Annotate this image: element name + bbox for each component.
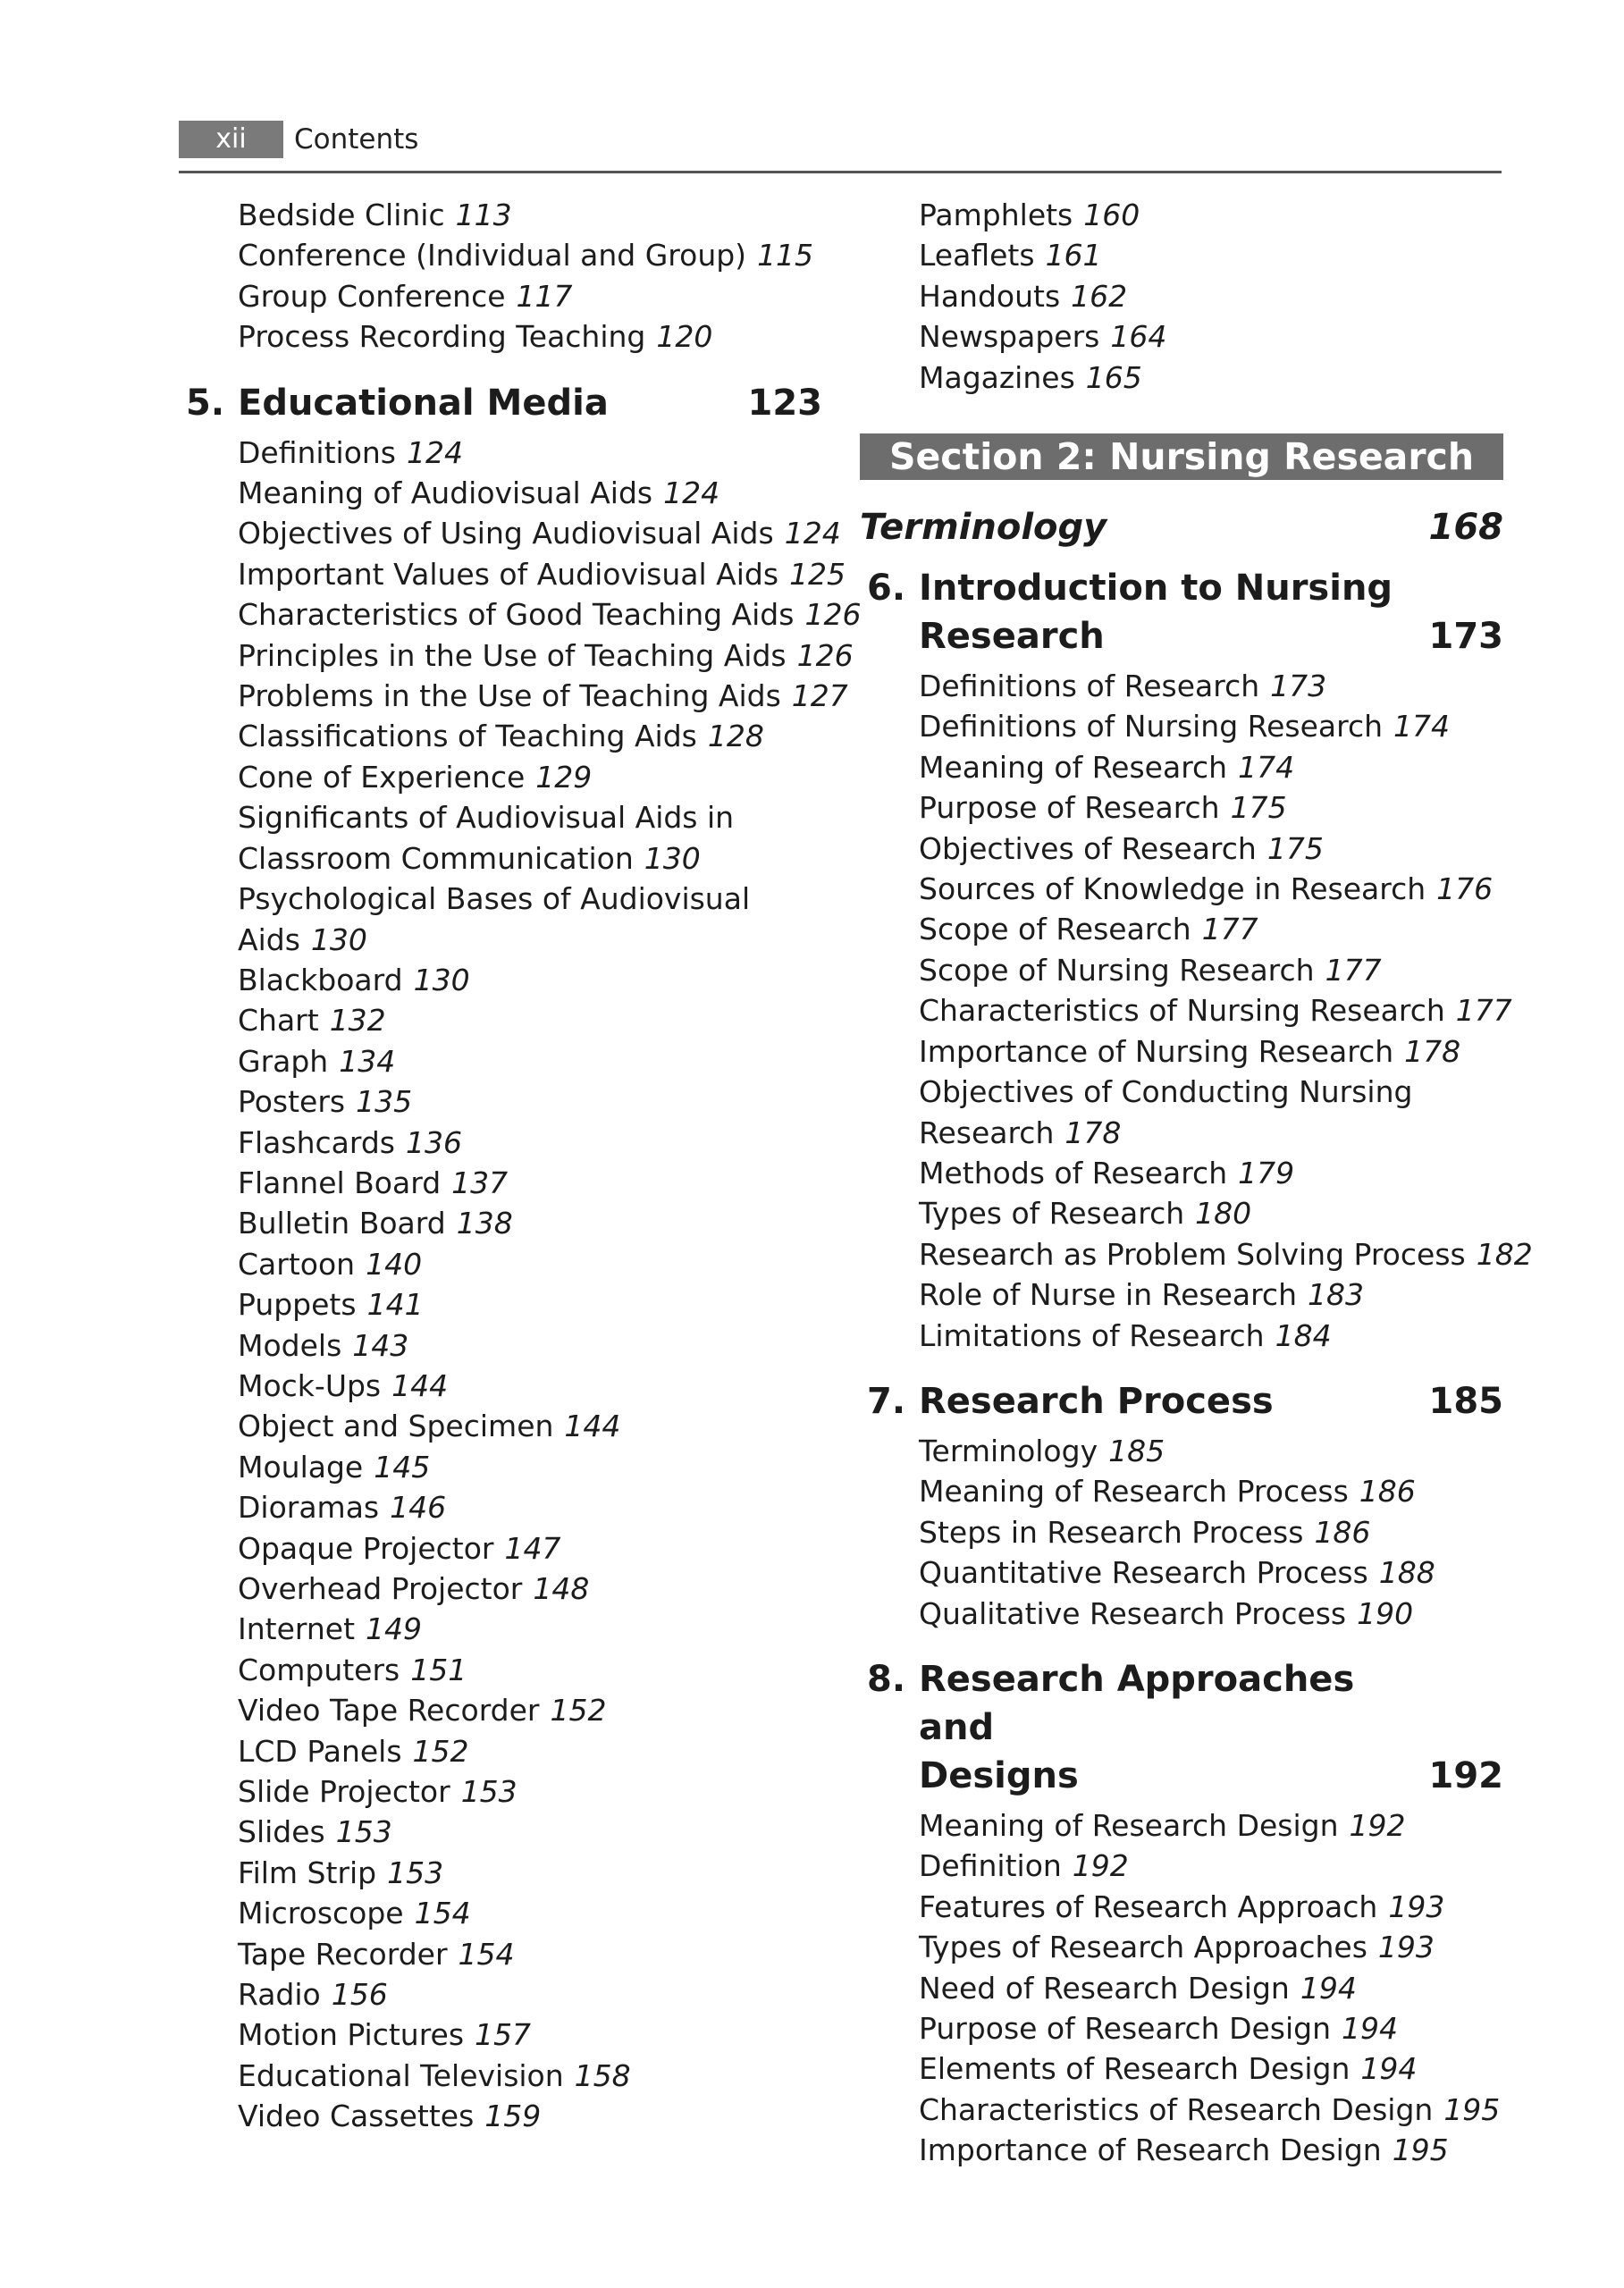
toc-entry (179, 635, 854, 676)
toc-entry (179, 316, 822, 357)
entry-title: Quantitative Research Process (919, 1555, 1368, 1591)
entry-page: 143 (352, 1327, 409, 1363)
entry-title: Chart (238, 1003, 319, 1039)
entry-title: Purpose of Research (919, 790, 1220, 826)
entry-page: 164 (1110, 319, 1167, 355)
toc-entry (179, 1366, 822, 1406)
entry-page: 173 (1270, 669, 1327, 704)
entry-title: Handouts (919, 278, 1061, 314)
chapter-heading (860, 564, 1503, 660)
toc-entry (860, 1316, 1503, 1356)
entry-page: 141 (366, 1287, 424, 1323)
toc-entry (860, 1471, 1503, 1511)
entry-title: Dioramas (238, 1490, 380, 1526)
entry-title: Flannel Board (238, 1165, 442, 1200)
entry-title: Importance of Research Design (919, 2132, 1382, 2168)
toc-entry (179, 2096, 822, 2136)
chapter-page: 173 (1428, 616, 1503, 658)
entry-page: 195 (1443, 2091, 1501, 2127)
entry-page: 182 (1476, 1236, 1533, 1272)
entry-title: Blackboard (238, 962, 403, 997)
entry-page: 146 (390, 1490, 447, 1526)
entry-title: Video Tape Recorder (238, 1693, 540, 1729)
toc-entry (179, 1447, 822, 1487)
entry-page: 129 (535, 759, 593, 795)
toc-entry (860, 2048, 1503, 2089)
entry-title: Definitions of Research (919, 669, 1260, 704)
entry-title: Important Values of Audiovisual Aids (238, 556, 779, 592)
entry-title: Leaflets (919, 238, 1035, 273)
entry-title: Types of Research Approaches (919, 1930, 1367, 1965)
entry-title: Purpose of Research Design (919, 2011, 1332, 2046)
toc-entry (179, 1731, 822, 1771)
entry-page: 161 (1045, 238, 1102, 273)
entry-page: 179 (1238, 1155, 1295, 1190)
toc-entry (179, 276, 822, 316)
toc-entry (179, 797, 822, 879)
entry-title: Motion Pictures (238, 2017, 465, 2053)
entry-title: Graph (238, 1043, 329, 1079)
toc-entry (860, 1072, 1503, 1153)
entry-page: 178 (1404, 1033, 1461, 1069)
entry-page: 184 (1275, 1317, 1332, 1353)
toc-entry (179, 1406, 822, 1446)
entry-page: 195 (1392, 2132, 1449, 2168)
toc-entry (860, 1193, 1503, 1233)
toc-entry (179, 2056, 822, 2096)
entry-title: Computers (238, 1652, 400, 1687)
toc-entry (179, 879, 822, 960)
entry-title: Cartoon (238, 1246, 356, 1282)
entry-title: Object and Specimen (238, 1409, 554, 1444)
toc-entry (179, 1325, 822, 1366)
entry-page: 188 (1378, 1555, 1435, 1591)
entry-title: Bulletin Board (238, 1206, 446, 1241)
chapter-title-line: Designs (919, 1754, 1079, 1796)
toc-entry (179, 1000, 822, 1040)
toc-entry (179, 1203, 822, 1243)
toc-entry (860, 1031, 1503, 1072)
toc-entry (860, 1552, 1503, 1593)
toc-entry (179, 1934, 822, 1974)
entry-title: Elements of Research Design (919, 2051, 1351, 2087)
entry-title: Posters (238, 1084, 346, 1120)
entry-page: 154 (458, 1936, 515, 1972)
entry-page: 194 (1300, 1970, 1357, 2006)
toc-entry (860, 2090, 1503, 2130)
entry-page: 126 (804, 597, 862, 633)
toc-entry (860, 1927, 1503, 1967)
entry-page: 120 (656, 319, 713, 355)
entry-title: Tape Recorder (238, 1936, 448, 1972)
toc-entry (860, 1968, 1503, 2008)
entry-title: Opaque Projector (238, 1530, 494, 1566)
entry-title: Meaning of Research (919, 749, 1228, 785)
entry-title: Principles in the Use of Teaching Aids (238, 637, 787, 673)
entry-page: 193 (1388, 1888, 1445, 1924)
entry-page: 175 (1266, 830, 1324, 866)
entry-title: Slides (238, 1814, 325, 1850)
entry-title: Radio (238, 1977, 321, 2013)
entry-page: 124 (407, 434, 463, 470)
entry-page: 158 (574, 2057, 631, 2093)
entry-title: Bedside Clinic (238, 198, 445, 232)
entry-title: Definitions (238, 434, 396, 470)
chapter-page: 123 (747, 382, 822, 424)
entry-page: 148 (533, 1571, 590, 1606)
entry-title: Characteristics of Research Design (919, 2091, 1434, 2127)
toc-entry (179, 1812, 822, 1852)
entry-page: 127 (791, 678, 848, 714)
toc-entry (179, 1771, 822, 1812)
toc-entry (860, 358, 1503, 398)
chapter-number: 7. (867, 1380, 906, 1422)
entry-title-continued: Research (919, 1115, 1055, 1150)
toc-entry (179, 1528, 822, 1569)
entry-page: 124 (784, 516, 841, 551)
toc-entry (860, 1234, 1533, 1274)
entry-page: 160 (1083, 198, 1140, 232)
entry-title: Magazines (919, 359, 1075, 395)
entry-title: Psychological Bases of Audiovisual (238, 881, 751, 917)
terminology-title: Terminology (860, 507, 1107, 549)
toc-entry (860, 1846, 1503, 1886)
toc-entry (860, 1512, 1503, 1552)
toc-entry (860, 2130, 1503, 2170)
entry-title: Classifications of Teaching Aids (238, 719, 697, 754)
chapter-title: Research Process (919, 1380, 1274, 1422)
entry-title: Models (238, 1327, 342, 1363)
entry-page: 147 (504, 1530, 561, 1566)
chapter-page: 192 (1428, 1754, 1503, 1796)
chapter-title-line: Research Approaches and (919, 1658, 1355, 1748)
entry-page: 152 (550, 1693, 607, 1729)
page-number: xii (179, 121, 283, 158)
toc-entry (179, 1284, 822, 1325)
entry-title: Characteristics of Nursing Research (919, 993, 1445, 1029)
entry-title-continued: Aids (238, 921, 300, 957)
entry-page: 183 (1308, 1277, 1364, 1313)
toc-entry (179, 433, 822, 473)
entry-page: 186 (1359, 1474, 1416, 1510)
entry-title: Pamphlets (919, 198, 1073, 232)
entry-page: 194 (1342, 2011, 1399, 2046)
entry-page: 178 (1064, 1115, 1122, 1150)
toc-right-column (860, 195, 1533, 2171)
toc-entry (179, 1041, 822, 1081)
entry-title-continued: Classroom Communication (238, 840, 634, 876)
entry-page: 159 (484, 2099, 542, 2134)
entry-page: 132 (329, 1003, 386, 1039)
toc-entry (860, 869, 1503, 909)
entry-title: Objectives of Conducting Nursing (919, 1074, 1413, 1110)
entry-title: Features of Research Approach (919, 1888, 1378, 1924)
entry-page: 186 (1314, 1514, 1371, 1550)
chapter-title (860, 1655, 1503, 1800)
chapter-number: 6. (867, 568, 906, 610)
entry-page: 138 (456, 1206, 513, 1241)
toc-entry (860, 1805, 1503, 1846)
toc-entry (860, 950, 1503, 990)
entry-title: Newspapers (919, 319, 1100, 355)
entry-title: Definitions of Nursing Research (919, 709, 1384, 744)
entry-page: 113 (455, 198, 512, 232)
toc-entry (860, 235, 1503, 275)
entry-page: 192 (1072, 1848, 1129, 1884)
entry-title: Flashcards (238, 1124, 395, 1160)
toc-entry (179, 1123, 822, 1163)
toc-entry (860, 747, 1503, 787)
toc-entry (179, 1690, 822, 1730)
entry-title: Scope of Nursing Research (919, 952, 1315, 988)
toc-left-column (179, 195, 862, 2137)
toc-entry (179, 960, 822, 1000)
toc-entry (179, 1487, 822, 1527)
entry-title: Significants of Audiovisual Aids in (238, 800, 735, 836)
entry-page: 144 (391, 1367, 449, 1403)
chapter-heading (179, 379, 822, 427)
chapter-title-line: Research (919, 616, 1105, 658)
toc-entry (179, 1163, 822, 1203)
entry-title: Overhead Projector (238, 1571, 523, 1606)
entry-page: 174 (1393, 709, 1451, 744)
entry-page: 145 (374, 1449, 431, 1485)
entry-title: Educational Television (238, 2057, 564, 2093)
entry-page: 126 (796, 637, 854, 673)
entry-page: 136 (405, 1124, 462, 1160)
entry-title: Importance of Nursing Research (919, 1033, 1394, 1069)
entry-list (860, 666, 1533, 1356)
toc-entry (860, 1274, 1503, 1315)
toc-entry (860, 2008, 1503, 2048)
entry-page: 174 (1238, 749, 1295, 785)
entry-title: Film Strip (238, 1855, 377, 1890)
entry-page: 117 (516, 278, 573, 314)
entry-page: 192 (1349, 1807, 1406, 1843)
entry-page: 165 (1085, 359, 1142, 395)
toc-entry (860, 195, 1503, 235)
entry-page: 156 (331, 1977, 388, 2013)
toc-entry (860, 666, 1503, 706)
entry-page: 157 (475, 2017, 532, 2053)
entry-page: 130 (310, 921, 367, 957)
entry-page: 144 (564, 1409, 621, 1444)
entry-page: 154 (414, 1896, 471, 1931)
chapter-number: 8. (867, 1658, 906, 1700)
entry-title: Cone of Experience (238, 759, 526, 795)
chapter-heading (860, 1655, 1503, 1800)
entry-page: 175 (1230, 790, 1287, 826)
entry-page: 177 (1325, 952, 1382, 988)
chapter-number: 5. (186, 382, 225, 424)
entry-page: 177 (1455, 993, 1512, 1029)
entry-page: 185 (1108, 1433, 1165, 1468)
toc-entry (179, 1853, 822, 1893)
entry-title: Puppets (238, 1287, 357, 1323)
chapter-heading (860, 1377, 1503, 1426)
entry-list (179, 433, 862, 2137)
entry-title: Meaning of Audiovisual Aids (238, 475, 653, 511)
entry-title: Problems in the Use of Teaching Aids (238, 678, 781, 714)
entry-title: Conference (Individual and Group) (238, 238, 747, 273)
toc-entry (179, 195, 822, 235)
entry-title: Limitations of Research (919, 1317, 1265, 1353)
entry-page: 115 (757, 238, 814, 273)
entry-title: Internet (238, 1611, 356, 1647)
entry-page: 149 (366, 1611, 423, 1647)
entry-title: Scope of Research (919, 912, 1191, 947)
entry-title: Role of Nurse in Research (919, 1277, 1297, 1313)
toc-entry (179, 473, 822, 513)
entry-list (860, 1431, 1503, 1634)
terminology-heading (860, 503, 1503, 551)
entry-title: Process Recording Teaching (238, 319, 646, 355)
toc-entry (179, 1974, 822, 2015)
toc-entry (179, 1893, 822, 1933)
entry-page: 190 (1357, 1595, 1414, 1631)
toc-entry (179, 1244, 822, 1284)
entry-title: Mock-Ups (238, 1367, 382, 1403)
toc-entry (860, 1594, 1503, 1634)
toc-entry (179, 1650, 822, 1690)
toc-entry (860, 1153, 1503, 1193)
entry-page: 193 (1377, 1930, 1435, 1965)
entry-title: Need of Research Design (919, 1970, 1290, 2006)
entry-title: Steps in Research Process (919, 1514, 1304, 1550)
entry-page: 152 (412, 1733, 469, 1769)
terminology-page: 168 (1428, 507, 1503, 549)
toc-entry (179, 1081, 822, 1122)
toc-entry (860, 990, 1512, 1030)
entry-page: 134 (339, 1043, 396, 1079)
entry-title: Objectives of Using Audiovisual Aids (238, 516, 774, 551)
toc-entry (860, 316, 1503, 357)
entry-title: Qualitative Research Process (919, 1595, 1347, 1631)
toc-entry (179, 554, 846, 594)
toc-entry (179, 716, 822, 756)
entry-page: 128 (707, 719, 764, 754)
entry-title: Characteristics of Good Teaching Aids (238, 597, 795, 633)
entry-page: 153 (387, 1855, 444, 1890)
toc-entry (179, 594, 862, 635)
entry-page: 176 (1436, 871, 1494, 907)
page-header (179, 121, 1502, 173)
entry-page: 137 (451, 1165, 509, 1200)
entry-title: Video Cassettes (238, 2099, 475, 2134)
entry-page: 153 (335, 1814, 392, 1850)
entry-page: 124 (663, 475, 720, 511)
entry-page: 180 (1195, 1196, 1252, 1232)
chapter-title (860, 564, 1503, 660)
entry-list (860, 195, 1503, 398)
entry-title: Moulage (238, 1449, 364, 1485)
entry-title: Meaning of Research Process (919, 1474, 1349, 1510)
toc-entry (860, 829, 1503, 869)
entry-list (179, 195, 822, 358)
entry-title: Objectives of Research (919, 830, 1257, 866)
entry-page: 125 (789, 556, 846, 592)
entry-page: 162 (1071, 278, 1128, 314)
toc-entry (179, 757, 822, 797)
entry-page: 177 (1201, 912, 1258, 947)
toc-entry (860, 706, 1503, 746)
toc-entry (860, 1887, 1503, 1927)
chapter-title: Educational Media (238, 382, 609, 424)
entry-page: 140 (366, 1246, 423, 1282)
entry-title: Slide Projector (238, 1774, 450, 1810)
toc-entry (179, 513, 841, 553)
running-head: Contents (294, 123, 419, 156)
entry-title: Group Conference (238, 278, 506, 314)
chapter-title-line: Introduction to Nursing (919, 568, 1393, 610)
section-banner: Section 2: Nursing Research (860, 433, 1503, 480)
entry-page: 194 (1360, 2051, 1418, 2087)
entry-title: Sources of Knowledge in Research (919, 871, 1426, 907)
entry-title: Definition (919, 1848, 1062, 1884)
entry-title: Methods of Research (919, 1155, 1228, 1190)
chapter-page: 185 (1428, 1380, 1503, 1422)
toc-entry (860, 1431, 1503, 1471)
entry-page: 153 (460, 1774, 517, 1810)
toc-entry (179, 2015, 822, 2055)
entry-page: 130 (413, 962, 470, 997)
entry-page: 135 (356, 1084, 413, 1120)
toc-entry (860, 276, 1503, 316)
entry-title: Meaning of Research Design (919, 1807, 1339, 1843)
entry-page: 130 (644, 840, 701, 876)
entry-title: LCD Panels (238, 1733, 402, 1769)
toc-entry (179, 235, 822, 275)
entry-title: Research as Problem Solving Process (919, 1236, 1466, 1272)
toc-entry (860, 787, 1503, 828)
toc-entry (179, 676, 848, 716)
entry-list (860, 1805, 1503, 2171)
entry-title: Terminology (919, 1433, 1098, 1468)
toc-entry (179, 1569, 822, 1609)
entry-title: Types of Research (919, 1196, 1185, 1232)
entry-title: Microscope (238, 1896, 404, 1931)
toc-entry (179, 1609, 822, 1649)
entry-page: 151 (410, 1652, 467, 1687)
toc-entry (860, 909, 1503, 949)
